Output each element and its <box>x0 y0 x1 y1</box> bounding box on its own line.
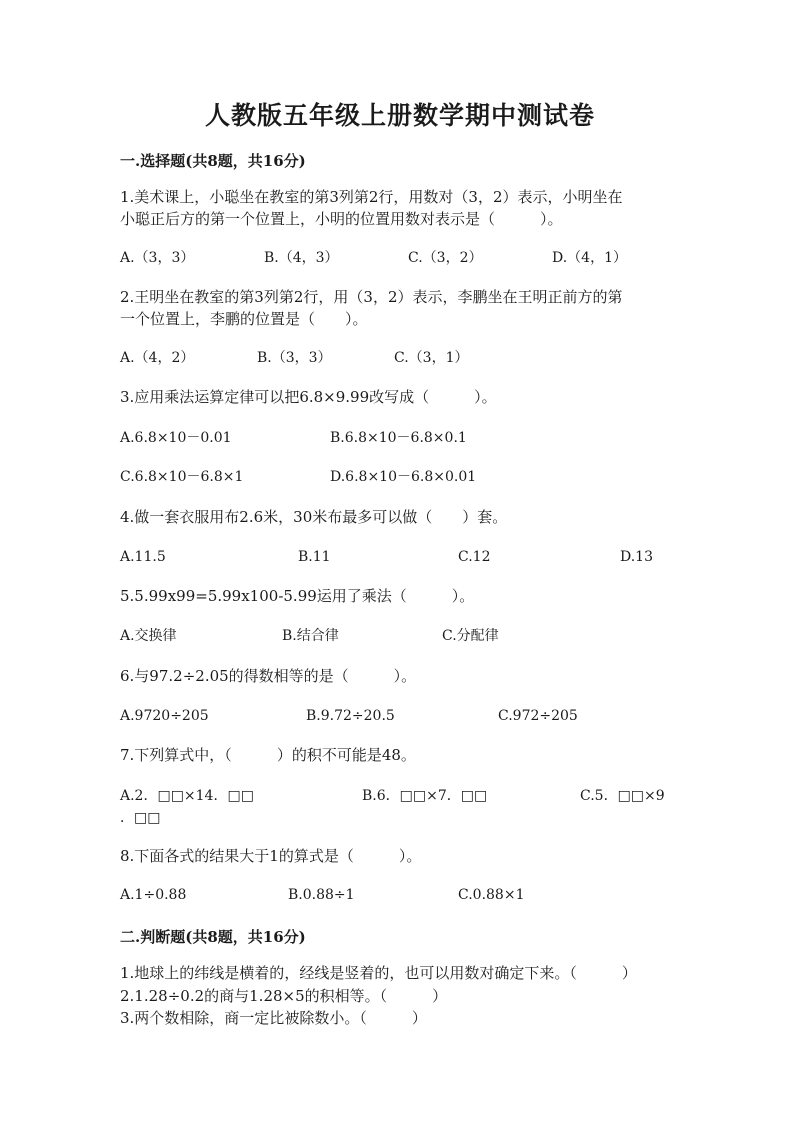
question-3 <box>120 386 680 408</box>
question-2 <box>120 286 680 330</box>
option-d[interactable]: D.13 <box>620 549 653 565</box>
question-line: 一个位置上，李鹏的位置是（ ）。 <box>120 310 368 328</box>
question-8 <box>120 845 680 867</box>
question-line: 1.美术课上，小聪坐在教室的第3列第2行，用数对（3，2）表示，小明坐在 <box>120 188 623 206</box>
option-c[interactable]: C.0.88×1 <box>458 887 525 903</box>
option-c[interactable]: C.5．□□×9 <box>580 788 665 804</box>
option-b[interactable]: B.结合律 <box>282 628 339 644</box>
option-c[interactable]: C.6.8×10－6.8×1 <box>120 469 244 485</box>
option-a[interactable]: A.9720÷205 <box>120 708 209 724</box>
option-a[interactable]: A.2．□□×14．□□ <box>120 788 254 804</box>
question-line: 6.与97.2÷2.05的得数相等的是（ ）。 <box>120 667 417 685</box>
option-b[interactable]: B.11 <box>298 549 331 565</box>
question-4 <box>120 506 680 528</box>
option-c-continued: ．□□ <box>120 810 161 826</box>
section-heading-choice: 一.选择题(共8题，共16分) <box>120 152 306 170</box>
option-a[interactable]: A.1÷0.88 <box>120 887 187 903</box>
judgement-item-3: 3.两个数相除，商一定比被除数小。（ ） <box>120 1009 427 1027</box>
question-line: 8.下面各式的结果大于1的算式是（ ）。 <box>120 847 422 865</box>
option-c[interactable]: C.分配律 <box>442 628 499 644</box>
option-b[interactable]: B.（3，3） <box>257 350 332 366</box>
options-q7-wrap <box>120 807 690 829</box>
option-a[interactable]: A.11.5 <box>120 549 166 565</box>
question-line: 5.5.99x99=5.99x100-5.99运用了乘法（ ）。 <box>120 587 475 605</box>
question-line: 3.应用乘法运算定律可以把6.8×9.99改写成（ ）。 <box>120 388 497 406</box>
judgement-item-1: 1.地球上的纬线是横着的，经线是竖着的，也可以用数对确定下来。（ ） <box>120 964 637 982</box>
option-b[interactable]: B.6．□□×7．□□ <box>362 788 488 804</box>
options-q1 <box>120 247 690 269</box>
option-c[interactable]: C.12 <box>458 549 491 565</box>
options-q5 <box>120 625 690 647</box>
question-line: 4.做一套衣服用布2.6米，30米布最多可以做（ ）套。 <box>120 508 508 526</box>
question-line: 7.下列算式中，（ ）的积不可能是48。 <box>120 746 416 764</box>
options-q3-row2 <box>120 466 690 488</box>
question-7 <box>120 744 680 766</box>
options-q8 <box>120 884 690 906</box>
section-heading-judgement: 二.判断题(共8题，共16分) <box>120 928 306 946</box>
option-b[interactable]: B.9.72÷20.5 <box>306 708 395 724</box>
option-a[interactable]: A.（4，2） <box>120 350 195 366</box>
page-title: 人教版五年级上册数学期中测试卷 <box>204 101 595 130</box>
options-q7 <box>120 785 690 807</box>
option-a[interactable]: A.交换律 <box>120 628 177 644</box>
option-c[interactable]: C.（3，2） <box>408 250 483 266</box>
option-c[interactable]: C.972÷205 <box>498 708 578 724</box>
question-5 <box>120 585 680 607</box>
question-line: 小聪正后方的第一个位置上，小明的位置用数对表示是（ ）。 <box>120 210 563 228</box>
question-6 <box>120 665 680 687</box>
option-d[interactable]: D.（4，1） <box>552 250 627 266</box>
option-d[interactable]: D.6.8×10－6.8×0.01 <box>330 469 477 485</box>
options-q2 <box>120 347 690 369</box>
option-c[interactable]: C.（3，1） <box>394 350 469 366</box>
option-a[interactable]: A.6.8×10－0.01 <box>120 430 232 446</box>
option-a[interactable]: A.（3，3） <box>120 250 195 266</box>
options-q6 <box>120 705 690 727</box>
question-line: 2.王明坐在教室的第3列第2行，用（3，2）表示，李鹏坐在王明正前方的第 <box>120 288 623 306</box>
options-q4 <box>120 546 690 568</box>
option-b[interactable]: B.6.8×10－6.8×0.1 <box>330 430 467 446</box>
option-b[interactable]: B.（4，3） <box>264 250 339 266</box>
question-1 <box>120 186 680 230</box>
judgement-item-2: 2.1.28÷0.2的商与1.28×5的积相等。（ ） <box>120 987 448 1005</box>
option-b[interactable]: B.0.88÷1 <box>288 887 355 903</box>
options-q3-row1 <box>120 427 690 449</box>
